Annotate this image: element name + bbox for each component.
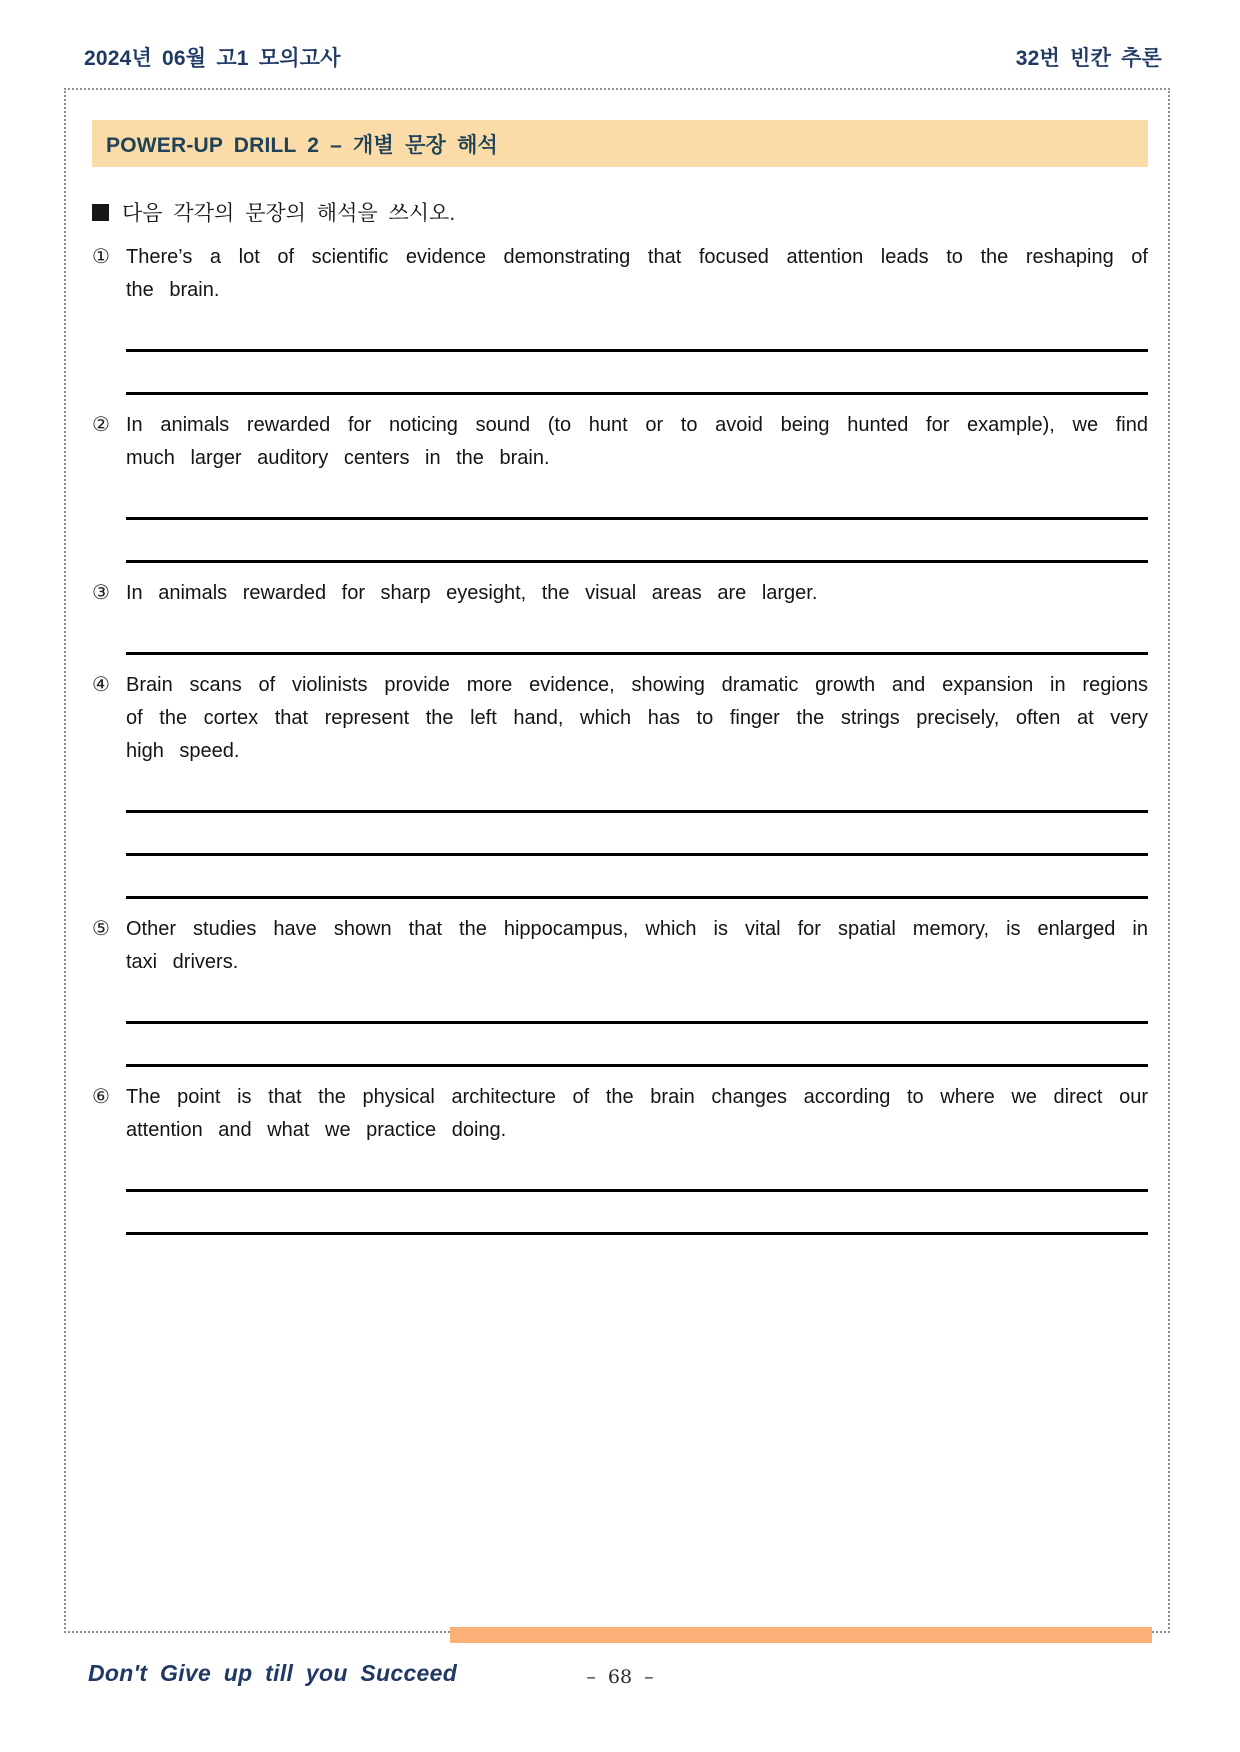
sentence-number: ⑤ [92, 918, 110, 940]
sentence-block [92, 669, 1148, 899]
sentence-block [92, 913, 1148, 1067]
content-box-inner [66, 120, 1168, 1235]
answer-line [126, 307, 1148, 352]
sentence-text: In animals rewarded for noticing sound (to hunt or to avoid being hunted for example), we find much larger auditory centers in the brain. [126, 414, 1148, 469]
answer-lines [126, 1147, 1148, 1235]
sentence-text: Other studies have shown that the hippocampus, which is vital for spatial memory, is enlarged in taxi drivers. [126, 918, 1148, 973]
answer-line [126, 520, 1148, 563]
sentence-block [92, 409, 1148, 563]
page-number: – 68 – [586, 1666, 654, 1688]
sentence-row [92, 577, 1148, 610]
answer-lines [126, 475, 1148, 563]
sentence-row [92, 913, 1148, 979]
answer-line [126, 856, 1148, 899]
answer-line [126, 610, 1148, 655]
sentence-number: ③ [92, 582, 110, 604]
instruction-row [92, 197, 1148, 227]
content-box [64, 88, 1170, 1633]
square-bullet-icon [92, 204, 109, 221]
answer-lines [126, 307, 1148, 395]
footer-accent-bar [450, 1627, 1152, 1643]
sentence-row [92, 241, 1148, 307]
sentence-row [92, 669, 1148, 768]
answer-line [126, 813, 1148, 856]
answer-line [126, 1192, 1148, 1235]
page-header [84, 42, 1162, 72]
answer-lines [126, 768, 1148, 899]
sentence-text: Brain scans of violinists provide more evidence, showing dramatic growth and expansion in regions of the cortex that represent the left hand, which has to finger the strings precisely, often at very high speed. [126, 674, 1148, 762]
question-topic: 32번 빈칸 추론 [1015, 47, 1162, 70]
instruction-text: 다음 각각의 문장의 해석을 쓰시오. [122, 202, 456, 225]
sentence-block [92, 241, 1148, 395]
sentence-row [92, 1081, 1148, 1147]
sentence-number: ⑥ [92, 1086, 110, 1108]
answer-line [126, 768, 1148, 813]
footer-motto: Don't Give up till you Succeed [88, 1660, 458, 1686]
answer-lines [126, 979, 1148, 1067]
answer-line [126, 1147, 1148, 1192]
answer-line [126, 352, 1148, 395]
answer-lines [126, 610, 1148, 655]
sentence-text: In animals rewarded for sharp eyesight, the visual areas are larger. [126, 582, 818, 604]
sentence-number: ① [92, 246, 110, 268]
exam-title: 2024년 06월 고1 모의고사 [84, 47, 341, 70]
sentence-block [92, 577, 1148, 655]
sentence-row [92, 409, 1148, 475]
answer-line [126, 1024, 1148, 1067]
sentence-list [92, 241, 1148, 1235]
answer-line [126, 979, 1148, 1024]
drill-banner-title: POWER-UP DRILL 2 – 개별 문장 해석 [106, 133, 499, 157]
drill-banner [92, 120, 1148, 167]
sentence-number: ④ [92, 674, 110, 696]
sentence-text: The point is that the physical architecture of the brain changes according to where we direct our attention and what we practice doing. [126, 1086, 1148, 1141]
sentence-block [92, 1081, 1148, 1235]
answer-line [126, 475, 1148, 520]
sentence-text: There’s a lot of scientific evidence demonstrating that focused attention leads to the reshaping of the brain. [126, 246, 1148, 301]
sentence-number: ② [92, 414, 110, 436]
